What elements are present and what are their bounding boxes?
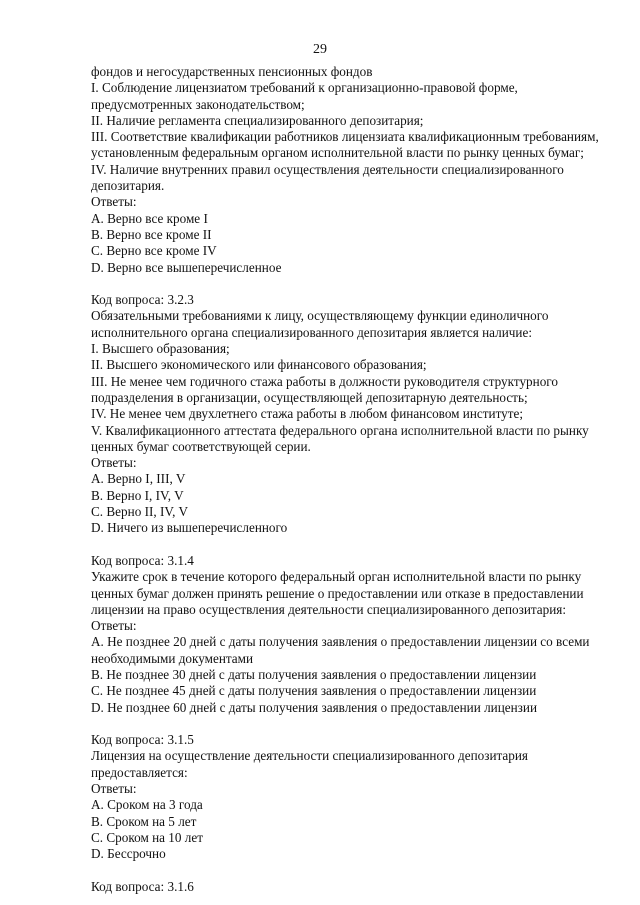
answer-option: D. Не позднее 60 дней с даты получения заявления о предоставлении лицензии [91,699,538,715]
question-text-line: ценных бумаг соответствующей серии. [91,438,311,454]
question-code: Код вопроса: 3.2.3 [91,292,194,308]
question-text-line: III. Соответствие квалификации работников лицензиата квалификационным требованиям, [91,129,599,145]
answer-option: A. Сроком на 3 года [91,797,203,813]
question-block [91,292,591,536]
question-text-line: V. Квалификационного аттестата федерального органа исполнительной власти по рынку [91,422,589,438]
answer-option: B. Верно все кроме II [91,226,212,242]
question-text-line: Обязательными требованиями к лицу, осуществляющему функции единоличного [91,308,549,324]
answer-option: C. Не позднее 45 дней с даты получения заявления о предоставлении лицензии [91,683,537,699]
answer-option: A. Верно все кроме I [91,210,208,226]
answer-option: D. Ничего из вышеперечисленного [91,520,288,536]
question-text-line: исполнительного органа специализированного депозитария является наличие: [91,324,533,340]
question-block [91,64,599,276]
question-block [91,732,591,862]
question-text-line: предусмотренных законодательством; [91,96,305,112]
page-number: 29 [313,42,327,57]
answer-option: A. Не позднее 20 дней с даты получения заявления о предоставлении лицензии со всеми [91,634,590,650]
block-spacer [91,716,591,732]
answers-label: Ответы: [91,618,137,634]
answer-option: C. Верно все кроме IV [91,243,217,259]
question-code: Код вопроса: 3.1.4 [91,552,194,568]
question-text-line: фондов и негосударственных пенсионных фондов [91,64,373,79]
answer-option: D. Верно все вышеперечисленное [91,259,282,275]
question-text-line: лицензии на право осуществления деятельности специализированного депозитария: [91,601,567,617]
question-text-line: I. Высшего образования; [91,341,230,357]
question-text-line: III. Не менее чем годичного стажа работы в должности руководителя структурного [91,373,558,389]
question-text-line: ценных бумаг должен принять решение о предоставлении или отказе в предоставлении [91,585,584,601]
question-text-line: IV. Наличие внутренних правил осуществления деятельности специализированного [91,161,564,177]
answer-option: C. Сроком на 10 лет [91,829,203,845]
block-spacer [91,537,591,553]
question-text-line: II. Высшего экономического или финансового образования; [91,357,427,373]
question-text-line: подразделения в организации, осуществляющей депозитарную деятельность; [91,389,528,405]
answer-option: B. Не позднее 30 дней с даты получения заявления о предоставлении лицензии [91,666,537,682]
question-text-line: депозитария. [91,178,165,194]
answer-option: D. Бессрочно [91,846,166,862]
question-text-line: предоставляется: [91,764,188,780]
question-code: Код вопроса: 3.1.6 [91,878,194,894]
answer-option: необходимыми документами [91,650,254,666]
question-code: Код вопроса: 3.1.5 [91,732,194,748]
page-content [91,64,599,895]
question-block [91,879,591,895]
question-text-line: IV. Не менее чем двухлетнего стажа работы в любом финансовом институте; [91,406,524,422]
block-spacer [91,276,591,292]
block-spacer [91,863,591,879]
answers-label: Ответы: [91,781,137,797]
answer-option: B. Верно I, IV, V [91,487,184,503]
answer-option: C. Верно II, IV, V [91,504,189,520]
answer-option: B. Сроком на 5 лет [91,813,197,829]
question-block [91,553,591,716]
question-text-line: Укажите срок в течение которого федеральный орган исполнительной власти по рынку [91,569,582,585]
question-text-line: I. Соблюдение лицензиатом требований к организационно-правовой форме, [91,80,518,96]
answers-label: Ответы: [91,194,137,210]
question-text-line: II. Наличие регламента специализированного депозитария; [91,112,424,128]
question-text-line: установленным федеральным органом исполнительной власти по рынку ценных бумаг; [91,145,584,161]
question-text-line: Лицензия на осуществление деятельности специализированного депозитария [91,748,528,764]
answer-option: A. Верно I, III, V [91,471,186,487]
answers-label: Ответы: [91,455,137,471]
